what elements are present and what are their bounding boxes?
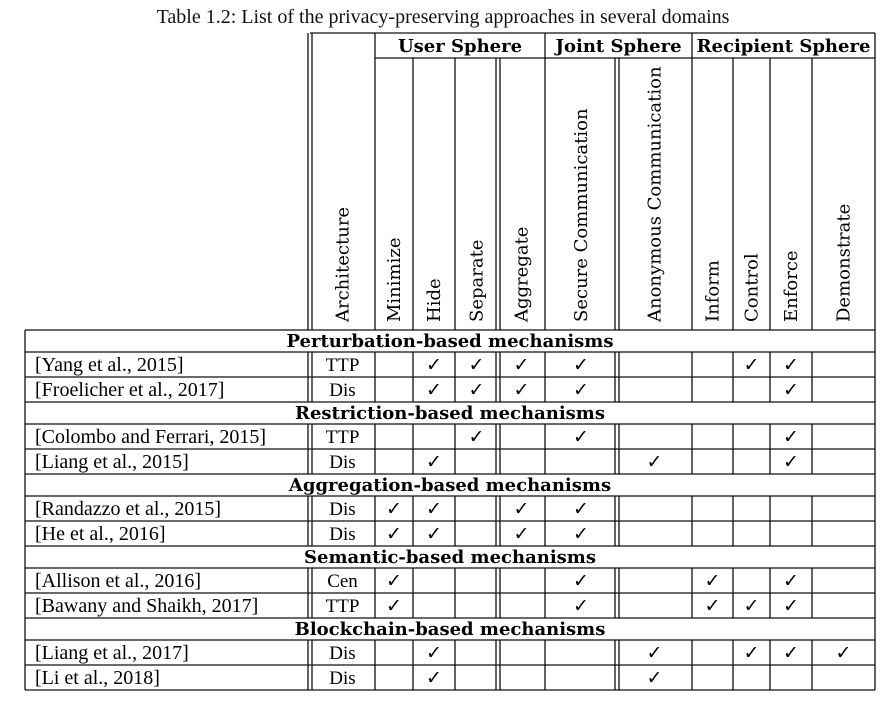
reference-cell: [Li et al., 2018] <box>35 667 160 689</box>
reference-cell: [Bawany and Shaikh, 2017] <box>35 595 259 617</box>
reference-cell: [Yang et al., 2015] <box>35 354 184 376</box>
column-header-10: Demonstrate <box>833 203 855 322</box>
check-mark-icon: ✓ <box>468 354 485 376</box>
reference-cell: [Liang et al., 2017] <box>35 642 189 664</box>
check-mark-icon: ✓ <box>783 379 799 401</box>
section-title-3: Semantic-based mechanisms <box>304 547 596 568</box>
reference-cell: [Froelicher et al., 2017] <box>35 379 225 401</box>
check-mark-icon: ✓ <box>783 451 799 473</box>
check-mark-icon: ✓ <box>386 570 402 592</box>
group-header-2: Recipient Sphere <box>696 36 871 57</box>
column-header-7: Inform <box>702 260 724 322</box>
check-mark-icon: ✓ <box>386 523 402 545</box>
check-mark-icon: ✓ <box>386 498 402 520</box>
architecture-cell: Dis <box>329 643 356 664</box>
check-mark-icon: ✓ <box>426 642 442 664</box>
check-mark-icon: ✓ <box>646 642 663 664</box>
architecture-cell: Dis <box>329 668 356 689</box>
check-mark-icon: ✓ <box>573 379 589 401</box>
check-mark-icon: ✓ <box>513 379 530 401</box>
check-mark-icon: ✓ <box>646 451 663 473</box>
section-title-4: Blockchain-based mechanisms <box>294 619 606 640</box>
check-mark-icon: ✓ <box>426 354 442 376</box>
architecture-cell: Dis <box>329 380 356 401</box>
architecture-cell: TTP <box>325 596 360 617</box>
group-header-1: Joint Sphere <box>555 36 682 57</box>
architecture-cell: TTP <box>325 355 360 376</box>
column-header-4: Aggregate <box>511 226 533 322</box>
check-mark-icon: ✓ <box>573 498 589 520</box>
check-mark-icon: ✓ <box>743 595 760 617</box>
check-mark-icon: ✓ <box>468 379 485 401</box>
reference-cell: [Colombo and Ferrari, 2015] <box>35 426 267 448</box>
check-mark-icon: ✓ <box>573 354 589 376</box>
check-mark-icon: ✓ <box>783 595 799 617</box>
check-mark-icon: ✓ <box>743 354 760 376</box>
section-title-1: Restriction-based mechanisms <box>295 403 605 424</box>
check-mark-icon: ✓ <box>783 570 799 592</box>
check-mark-icon: ✓ <box>704 570 721 592</box>
check-mark-icon: ✓ <box>426 451 442 473</box>
section-title-0: Perturbation-based mechanisms <box>286 331 614 352</box>
check-mark-icon: ✓ <box>783 426 799 448</box>
column-header-0: Architecture <box>332 206 354 322</box>
column-header-2: Hide <box>424 278 445 322</box>
check-mark-icon: ✓ <box>646 667 663 689</box>
check-mark-icon: ✓ <box>426 379 442 401</box>
check-mark-icon: ✓ <box>386 595 402 617</box>
check-mark-icon: ✓ <box>704 595 721 617</box>
check-mark-icon: ✓ <box>426 498 442 520</box>
check-mark-icon: ✓ <box>426 523 442 545</box>
table-caption: Table 1.2: List of the privacy-preserving approaches in several domains <box>156 6 730 28</box>
check-mark-icon: ✓ <box>783 642 799 664</box>
check-mark-icon: ✓ <box>513 523 530 545</box>
check-mark-icon: ✓ <box>573 426 589 448</box>
column-header-1: Minimize <box>384 237 405 322</box>
check-mark-icon: ✓ <box>743 642 760 664</box>
architecture-cell: TTP <box>325 427 360 448</box>
architecture-cell: Dis <box>329 524 356 545</box>
group-header-0: User Sphere <box>397 36 523 57</box>
architecture-cell: Dis <box>329 499 356 520</box>
reference-cell: [Randazzo et al., 2015] <box>35 498 222 520</box>
check-mark-icon: ✓ <box>513 498 530 520</box>
column-header-3: Separate <box>466 239 488 322</box>
column-header-9: Enforce <box>781 250 802 322</box>
check-mark-icon: ✓ <box>573 570 589 592</box>
reference-cell: [Allison et al., 2016] <box>35 570 202 592</box>
check-mark-icon: ✓ <box>835 642 852 664</box>
reference-cell: [Liang et al., 2015] <box>35 451 189 473</box>
architecture-cell: Dis <box>329 452 356 473</box>
check-mark-icon: ✓ <box>573 523 589 545</box>
reference-cell: [He et al., 2016] <box>35 523 166 545</box>
check-mark-icon: ✓ <box>426 667 442 689</box>
section-title-2: Aggregation-based mechanisms <box>288 475 612 496</box>
column-header-6: Anonymous Communication <box>644 66 666 322</box>
architecture-cell: Cen <box>327 571 358 592</box>
check-mark-icon: ✓ <box>513 354 530 376</box>
check-mark-icon: ✓ <box>783 354 799 376</box>
check-mark-icon: ✓ <box>468 426 485 448</box>
column-header-8: Control <box>741 253 763 322</box>
check-mark-icon: ✓ <box>573 595 589 617</box>
column-header-5: Secure Communication <box>571 108 592 322</box>
